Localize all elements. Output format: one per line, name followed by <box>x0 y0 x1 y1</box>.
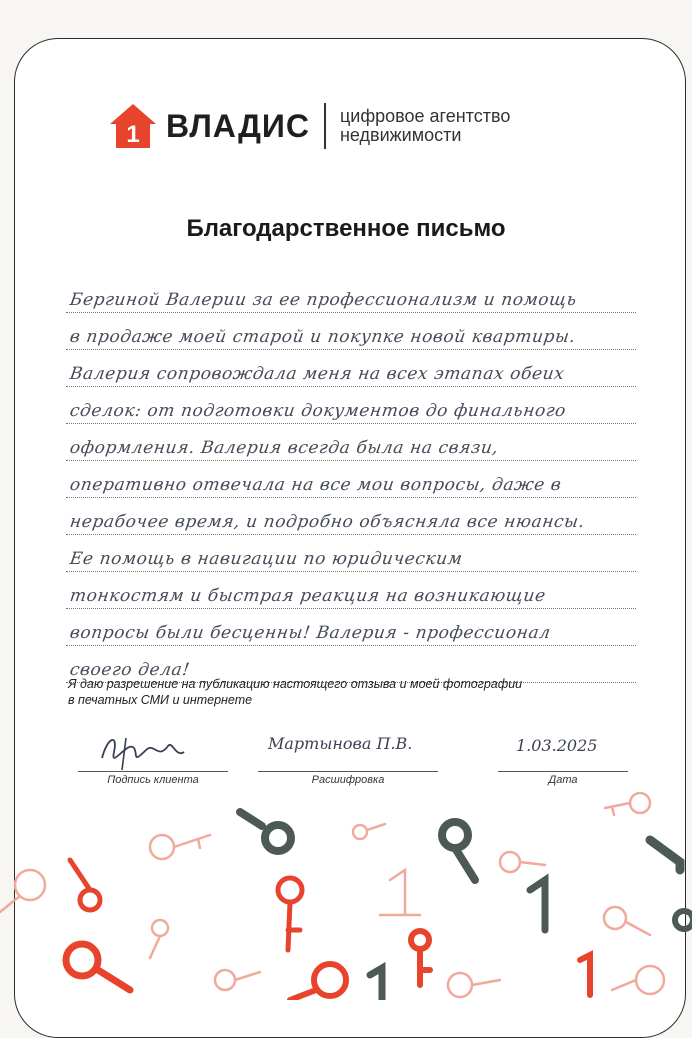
handwritten-text: тонкостям и быстрая реакция на возникающие <box>68 586 548 606</box>
logo-divider <box>324 103 326 149</box>
publication-consent <box>68 676 588 708</box>
text-line <box>66 572 636 609</box>
brand-name: ВЛАДИС <box>166 107 310 144</box>
letter-title: Благодарственное письмо <box>186 215 506 242</box>
text-line <box>66 498 636 535</box>
handwritten-text: вопросы были бесценны! Валерия - профессионал <box>68 623 553 643</box>
brand-logo <box>108 102 510 150</box>
client-name-handwritten: Мартынова П.В. <box>268 734 413 753</box>
handwritten-text: нерабочее время, и подробно объясняла все нюансы. <box>68 512 587 532</box>
text-line <box>66 350 636 387</box>
text-line <box>66 276 636 313</box>
tagline-line2: недвижимости <box>339 125 462 145</box>
house-icon <box>108 102 158 150</box>
text-line <box>66 461 636 498</box>
handwritten-text: Ее помощь в навигации по юридическим <box>68 549 464 569</box>
name-field <box>258 771 438 772</box>
text-line <box>66 609 636 646</box>
handwritten-body <box>66 276 636 683</box>
logo-digit: 1 <box>126 121 140 148</box>
date-field <box>498 771 628 772</box>
handwritten-text: Бергиной Валерии за ее профессионализм и помощь <box>68 290 579 310</box>
signature-caption: Подпись клиента <box>107 774 199 786</box>
handwritten-text: Валерия сопровождала меня на всех этапах обеих <box>68 364 566 384</box>
handwritten-text: сделок: от подготовки документов до финального <box>68 401 568 421</box>
signature-row <box>68 730 628 790</box>
consent-line2: в печатных СМИ и интернете <box>68 693 253 707</box>
handwritten-text: в продаже моей старой и покупке новой квартиры. <box>68 327 577 347</box>
signature-field <box>78 771 228 772</box>
consent-line1: Я даю разрешение на публикацию настоящего отзыва и моей фотографии <box>68 677 523 691</box>
name-caption: Расшифровка <box>311 774 385 786</box>
text-line <box>66 424 636 461</box>
handwritten-text: оперативно отвечала на все мои вопросы, даже в <box>68 475 563 495</box>
handwritten-text: своего дела! <box>68 660 192 680</box>
text-line <box>66 313 636 350</box>
tagline-line1: цифровое агентство <box>339 106 511 126</box>
date-caption: Дата <box>548 774 578 786</box>
text-line <box>66 387 636 424</box>
client-signature-scribble <box>88 730 208 774</box>
handwritten-text: оформления. Валерия всегда была на связи, <box>68 438 500 458</box>
text-line <box>66 535 636 572</box>
date-handwritten: 1.03.2025 <box>516 736 598 755</box>
brand-tagline <box>340 107 510 145</box>
